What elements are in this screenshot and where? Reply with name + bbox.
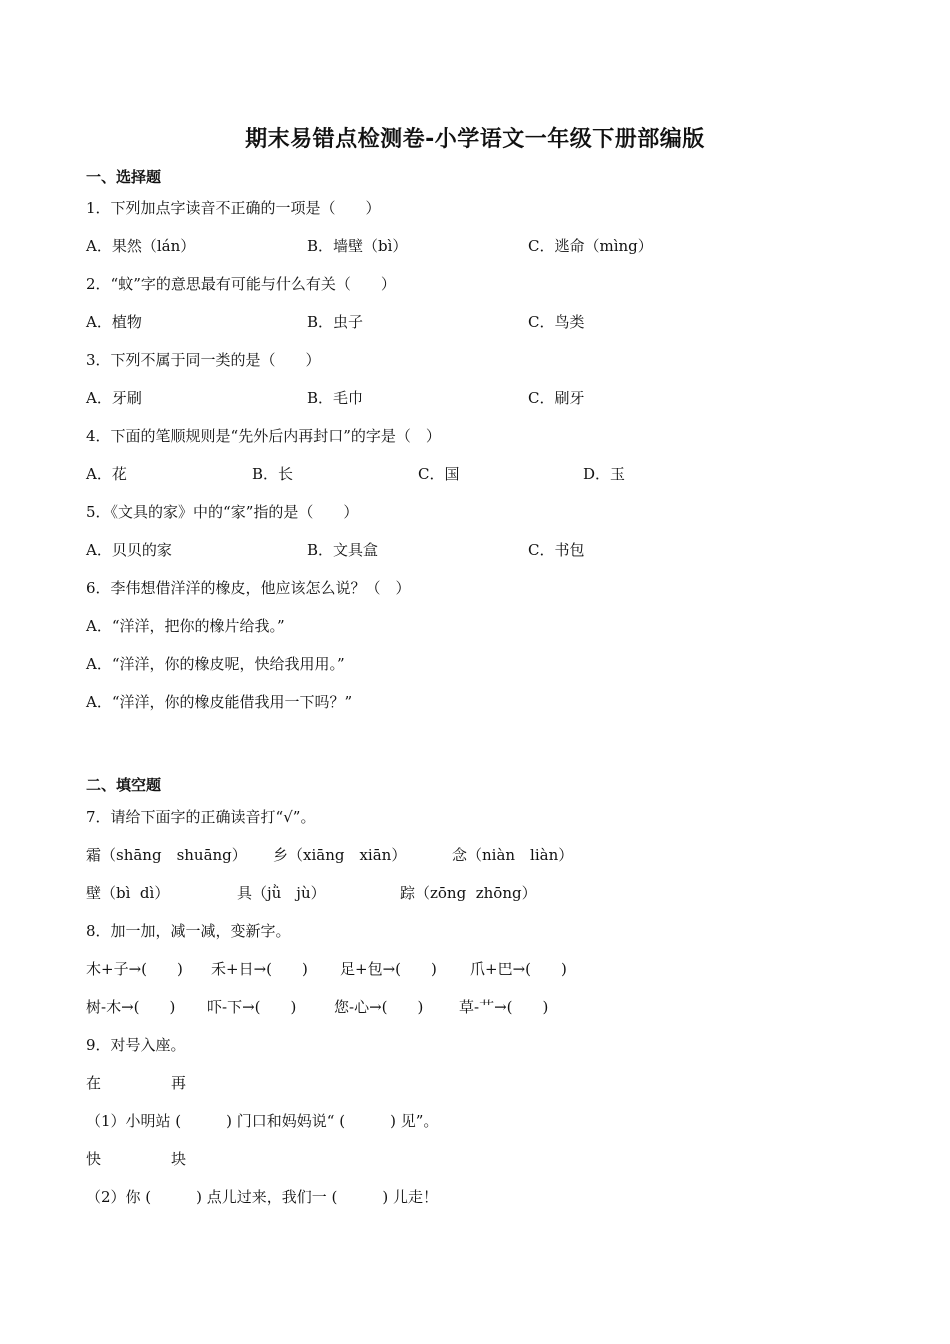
q2-option-b: B．虫子 bbox=[307, 313, 364, 331]
q7-item-xiang: 乡（xiāng xiān） bbox=[273, 846, 407, 864]
q5-option-c: C．书包 bbox=[528, 541, 585, 559]
q9-sentence-1: （1）小明站 ( ) 门口和妈妈说“ ( ) 见”。 bbox=[86, 1112, 439, 1130]
q4-option-d: D．玉 bbox=[583, 465, 626, 483]
q9-word-kuai-1: 快 bbox=[86, 1150, 102, 1168]
section-heading-choice: 一、选择题 bbox=[86, 168, 162, 186]
q7-item-bi: 壁（bì dì） bbox=[86, 884, 170, 902]
q4-option-b: B．长 bbox=[252, 465, 294, 483]
question-9-stem: 9．对号入座。 bbox=[86, 1036, 186, 1054]
q3-option-a: A．牙刷 bbox=[86, 389, 142, 407]
q2-option-a: A．植物 bbox=[86, 313, 142, 331]
q7-item-nian: 念（niàn liàn） bbox=[452, 846, 574, 864]
q9-sentence-2: （2）你 ( ) 点儿过来，我们一 ( ) 儿走！ bbox=[86, 1188, 439, 1206]
section-heading-fill: 二、填空题 bbox=[86, 776, 162, 794]
q3-option-c: C．刷牙 bbox=[528, 389, 585, 407]
question-1-stem: 1．下列加点字读音不正确的一项是（ ） bbox=[86, 199, 381, 217]
q1-option-a: A．果然（lán） bbox=[86, 237, 196, 255]
question-7-stem: 7．请给下面字的正确读音打“√”。 bbox=[86, 808, 316, 826]
q1-option-c: C．逃命（mìng） bbox=[528, 237, 653, 255]
q4-option-a: A．花 bbox=[86, 465, 127, 483]
q8-item-2: 禾+日→( ) bbox=[211, 960, 308, 978]
q1-option-b: B．墙壁（bì） bbox=[307, 237, 408, 255]
question-4-stem: 4．下面的笔顺规则是“先外后内再封口”的字是（ ） bbox=[86, 427, 441, 445]
q7-item-shuang: 霜（shāng shuāng） bbox=[86, 846, 247, 864]
q6-option-2: A．“洋洋，你的橡皮呢，快给我用用。” bbox=[86, 655, 345, 673]
page-title: 期末易错点检测卷-小学语文一年级下册部编版 bbox=[245, 127, 705, 152]
q9-word-zai-2: 再 bbox=[171, 1074, 187, 1092]
q2-option-c: C．鸟类 bbox=[528, 313, 585, 331]
question-8-stem: 8．加一加，减一减，变新字。 bbox=[86, 922, 291, 940]
question-6-stem: 6．李伟想借洋洋的橡皮，他应该怎么说？（ ） bbox=[86, 579, 411, 597]
q8-item-5: 树-木→( ) bbox=[86, 998, 176, 1016]
q5-option-b: B．文具盒 bbox=[307, 541, 379, 559]
q6-option-1: A．“洋洋，把你的橡片给我。” bbox=[86, 617, 285, 635]
question-2-stem: 2．“蚊”字的意思最有可能与什么有关（ ） bbox=[86, 275, 396, 293]
question-5-stem: 5．《文具的家》中的“家”指的是（ ） bbox=[86, 503, 359, 521]
q8-item-1: 木+子→( ) bbox=[86, 960, 183, 978]
q5-option-a: A．贝贝的家 bbox=[86, 541, 172, 559]
q8-item-3: 足+包→( ) bbox=[340, 960, 437, 978]
q9-word-zai-1: 在 bbox=[86, 1074, 102, 1092]
question-3-stem: 3．下列不属于同一类的是（ ） bbox=[86, 351, 321, 369]
q6-option-3: A．“洋洋，你的橡皮能借我用一下吗？” bbox=[86, 693, 353, 711]
q8-item-7: 您-心→( ) bbox=[334, 998, 424, 1016]
q7-item-zong: 踪（zōng zhōng） bbox=[400, 884, 537, 902]
q8-item-8: 草-艹→( ) bbox=[459, 998, 549, 1016]
q7-item-ju: 具（jǜ jù） bbox=[237, 884, 326, 902]
q8-item-6: 吓-下→( ) bbox=[207, 998, 297, 1016]
q3-option-b: B．毛巾 bbox=[307, 389, 364, 407]
q8-item-4: 爪+巴→( ) bbox=[470, 960, 567, 978]
q4-option-c: C．国 bbox=[418, 465, 460, 483]
q9-word-kuai-2: 块 bbox=[171, 1150, 187, 1168]
